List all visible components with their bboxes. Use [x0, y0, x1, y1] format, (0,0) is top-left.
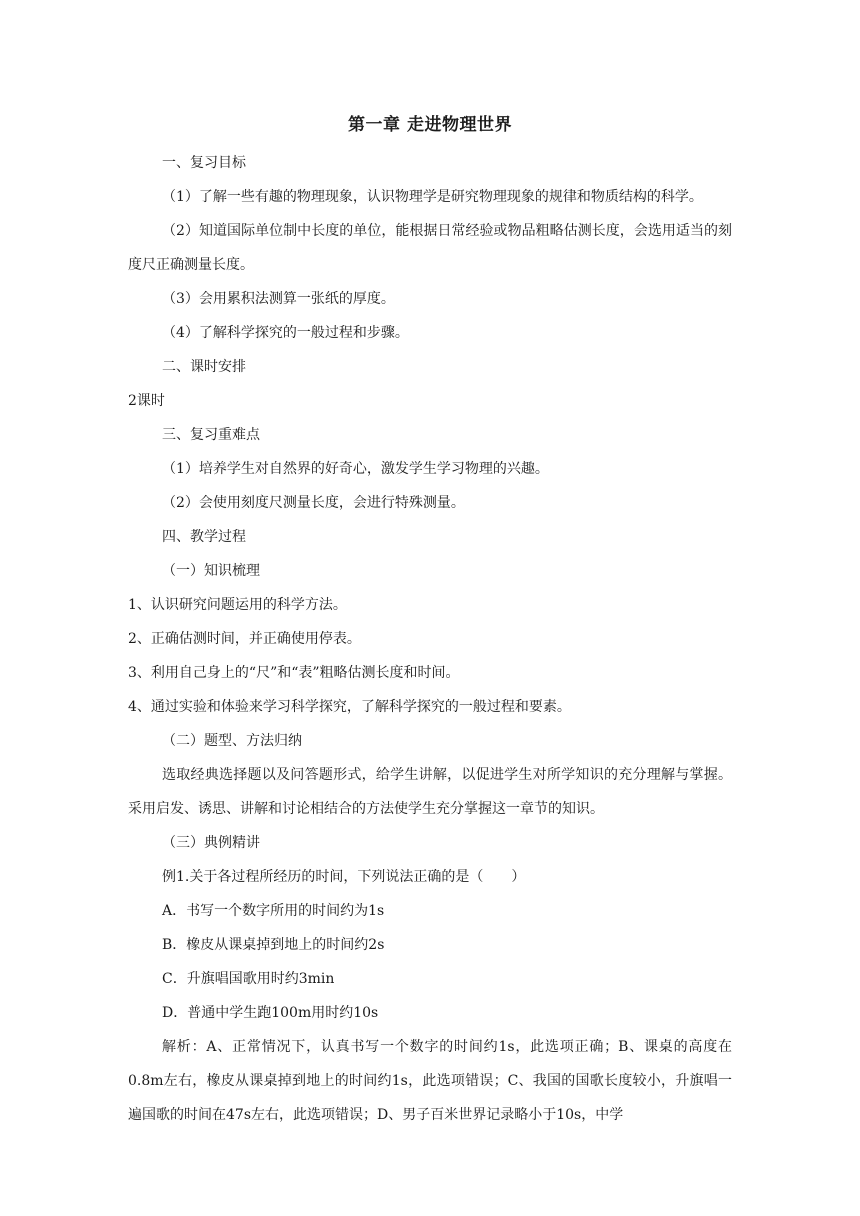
page-title: 第一章 走进物理世界: [348, 115, 512, 135]
paragraph: 例1.关于各过程所经历的时间，下列说法正确的是（ ）: [162, 869, 526, 885]
paragraph: 选取经典选择题以及问答题形式，给学生讲解，以促进学生对所学知识的充分理解与掌握。采用启发、诱思、讲解和讨论相结合的方法使学生充分掌握这一章节的知识。: [128, 767, 732, 817]
document-body: [128, 146, 732, 1132]
paragraph: （1）培养学生对自然界的好奇心，激发学生学习物理的兴趣。: [162, 461, 549, 477]
paragraph: （2）知道国际单位制中长度的单位，能根据日常经验或物品粗略估测长度，会选用适当的刻度尺正确测量长度。: [128, 223, 732, 273]
paragraph: （2）会使用刻度尺测量长度，会进行特殊测量。: [162, 495, 465, 511]
paragraph: （3）会用累积法测算一张纸的厚度。: [162, 291, 395, 307]
paragraph: （二）题型、方法归纳: [162, 733, 302, 749]
paragraph: （4）了解科学探究的一般过程和步骤。: [162, 325, 409, 341]
paragraph: 1、认识研究问题运用的科学方法。: [128, 597, 347, 613]
paragraph: 一、复习目标: [162, 155, 246, 171]
paragraph: （1）了解一些有趣的物理现象，认识物理学是研究物理现象的规律和物质结构的科学。: [162, 189, 703, 205]
paragraph: （一）知识梳理: [162, 563, 260, 579]
paragraph: 4、通过实验和体验来学习科学探究，了解科学探究的一般过程和要素。: [128, 699, 571, 715]
paragraph: 2课时: [128, 393, 165, 409]
paragraph: B．橡皮从课桌掉到地上的时间约2s: [162, 937, 385, 953]
paragraph: 解析：A、正常情况下，认真书写一个数字的时间约1s，此选项正确；B、课桌的高度在0.8m左右，橡皮从课桌掉到地上的时间约1s，此选项错误；C、我国的国歌长度较小，升旗唱一遍国歌的时间在47s左右，此选项错误；D、男子百米世界记录略小于10s，中学: [128, 1039, 732, 1123]
paragraph: 二、课时安排: [162, 359, 246, 375]
paragraph: A．书写一个数字所用的时间约为1s: [162, 903, 385, 919]
paragraph: 2、正确估测时间，并正确使用停表。: [128, 631, 361, 647]
paragraph: 四、教学过程: [162, 529, 246, 545]
paragraph: 3、利用自己身上的“尺”和“表”粗略估测长度和时间。: [128, 665, 460, 681]
paragraph: 三、复习重难点: [162, 427, 260, 443]
paragraph: （三）典例精讲: [162, 835, 260, 851]
paragraph: C．升旗唱国歌用时约3min: [162, 971, 335, 987]
paragraph: D．普通中学生跑100m用时约10s: [162, 1005, 379, 1021]
